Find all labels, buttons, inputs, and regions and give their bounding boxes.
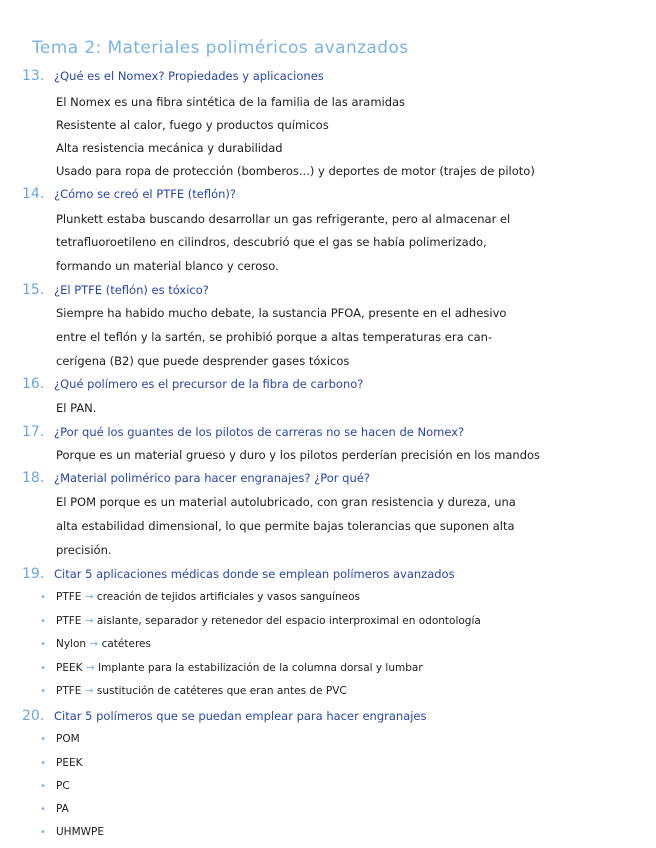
question-17 xyxy=(22,424,464,440)
material-name: PTFE xyxy=(56,591,82,603)
material-name: PEEK xyxy=(56,662,83,674)
question-number: 17. xyxy=(22,424,45,440)
answer-line: tetrafluoroetileno en cilindros, descubrió que el gas se había polimerizado, xyxy=(56,235,487,249)
question-number: 19. xyxy=(22,566,45,582)
answer-line: Usado para ropa de protección (bomberos...) y deportes de motor (trajes de piloto) xyxy=(56,164,535,178)
question-14 xyxy=(22,186,236,202)
bullet-icon: • xyxy=(40,663,46,674)
question-18 xyxy=(22,470,370,486)
question-20 xyxy=(22,708,427,724)
material-name: Nylon xyxy=(56,638,87,650)
list-item xyxy=(40,662,423,674)
polymer-name: PA xyxy=(56,803,69,815)
bullet-icon: • xyxy=(40,639,46,650)
list-item xyxy=(40,733,80,745)
polymer-name: POM xyxy=(56,733,80,745)
bullet-icon: • xyxy=(40,758,46,769)
bullet-icon: • xyxy=(40,734,46,745)
polymer-name: PC xyxy=(56,780,70,792)
bullet-icon: • xyxy=(40,592,46,603)
list-item xyxy=(40,826,104,838)
answer-line: cerígena (B2) que puede desprender gases tóxicos xyxy=(56,354,350,368)
question-text: Citar 5 aplicaciones médicas donde se emplean polímeros avanzados xyxy=(54,567,455,581)
polymer-name: UHMWPE xyxy=(56,826,104,838)
list-item xyxy=(40,591,360,603)
application-text: Implante para la estabilización de la columna dorsal y lumbar xyxy=(98,662,423,674)
list-item xyxy=(40,685,347,697)
question-16 xyxy=(22,376,363,392)
question-number: 18. xyxy=(22,470,45,486)
question-text: ¿Cómo se creó el PTFE (teflón)? xyxy=(54,187,237,201)
answer-line: alta estabilidad dimensional, lo que permite bajas tolerancias que suponen alta xyxy=(56,519,515,533)
list-item xyxy=(40,638,151,650)
question-number: 14. xyxy=(22,186,45,202)
page-title: Tema 2: Materiales poliméricos avanzados xyxy=(32,38,409,58)
question-text: ¿Por qué los guantes de los pilotos de carreras no se hacen de Nomex? xyxy=(54,425,465,439)
question-text: ¿Qué es el Nomex? Propiedades y aplicaciones xyxy=(54,69,324,83)
answer-line: Siempre ha habido mucho debate, la sustancia PFOA, presente en el adhesivo xyxy=(56,306,507,320)
question-text: ¿Material polimérico para hacer engranajes? ¿Por qué? xyxy=(54,471,370,485)
arrow-icon: → xyxy=(84,685,94,697)
list-item xyxy=(40,757,83,769)
material-name: PTFE xyxy=(56,685,82,697)
question-13 xyxy=(22,68,324,84)
bullet-icon: • xyxy=(40,804,46,815)
arrow-icon: → xyxy=(89,638,99,650)
bullet-icon: • xyxy=(40,827,46,838)
question-text: ¿Qué polímero es el precursor de la fibra de carbono? xyxy=(54,377,364,391)
answer-line: El PAN. xyxy=(56,401,97,415)
list-item xyxy=(40,780,70,792)
material-name: PTFE xyxy=(56,615,82,627)
answer-line: El Nomex es una fibra sintética de la familia de las aramidas xyxy=(56,95,406,109)
application-text: sustitución de catéteres que eran antes de PVC xyxy=(96,685,347,697)
question-number: 15. xyxy=(22,282,45,298)
question-number: 20. xyxy=(22,708,45,724)
answer-line: El POM porque es un material autolubricado, con gran resistencia y dureza, una xyxy=(56,495,516,509)
question-15 xyxy=(22,282,209,298)
arrow-icon: → xyxy=(85,662,95,674)
answer-line: formando un material blanco y ceroso. xyxy=(56,259,279,273)
answer-line: Plunkett estaba buscando desarrollar un gas refrigerante, pero al almacenar el xyxy=(56,212,511,226)
bullet-icon: • xyxy=(40,781,46,792)
arrow-icon: → xyxy=(84,615,94,627)
bullet-icon: • xyxy=(40,616,46,627)
answer-line: Alta resistencia mecánica y durabilidad xyxy=(56,141,283,155)
list-item xyxy=(40,803,69,815)
answer-line: Porque es un material grueso y duro y los pilotos perderían precisión en los mandos xyxy=(56,448,541,462)
application-text: catéteres xyxy=(101,638,151,650)
question-number: 16. xyxy=(22,376,45,392)
question-19 xyxy=(22,566,455,582)
question-number: 13. xyxy=(22,68,45,84)
application-text: aislante, separador y retenedor del espacio interproximal en odontología xyxy=(96,615,481,627)
answer-line: precisión. xyxy=(56,543,112,557)
list-item xyxy=(40,615,481,627)
answer-line: Resistente al calor, fuego y productos químicos xyxy=(56,118,329,132)
polymer-name: PEEK xyxy=(56,757,83,769)
answer-line: entre el teflón y la sartén, se prohibió porque a altas temperaturas era can- xyxy=(56,330,493,344)
question-text: ¿El PTFE (teflón) es tóxico? xyxy=(54,283,209,297)
bullet-icon: • xyxy=(40,686,46,697)
question-text: Citar 5 polímeros que se puedan emplear para hacer engranajes xyxy=(54,709,427,723)
arrow-icon: → xyxy=(84,591,94,603)
application-text: creación de tejidos artificiales y vasos sanguíneos xyxy=(96,591,360,603)
